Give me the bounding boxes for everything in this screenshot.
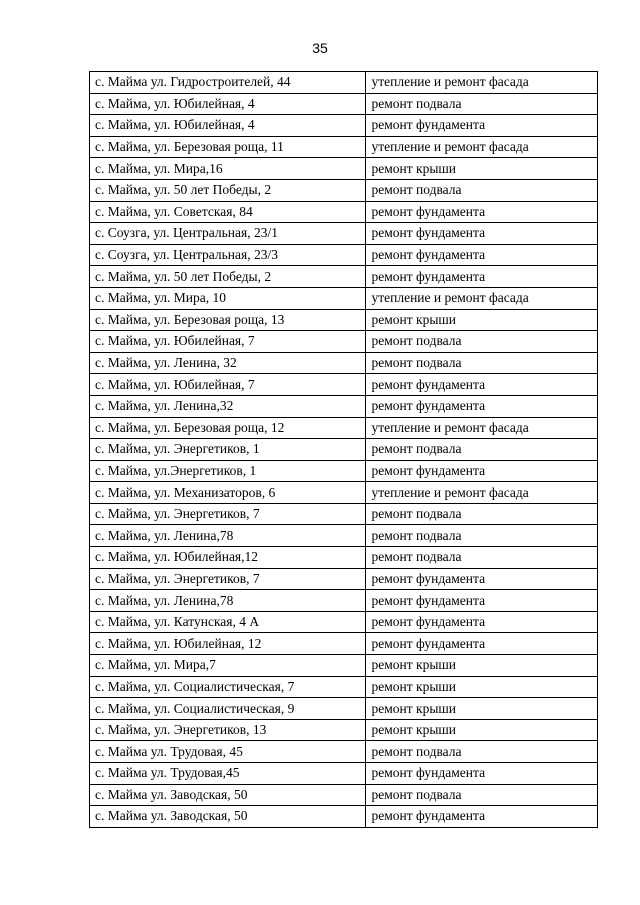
address-cell: с. Майма ул. Трудовая, 45: [90, 741, 366, 763]
address-cell: с. Майма, ул. Мира,16: [90, 158, 366, 180]
address-cell: с. Майма, ул. Социалистическая, 9: [90, 698, 366, 720]
work-type-cell: ремонт фундамента: [366, 201, 598, 223]
address-cell: с. Майма, ул. Березовая роща, 11: [90, 136, 366, 158]
address-cell: с. Майма, ул. Березовая роща, 12: [90, 417, 366, 439]
work-type-cell: утепление и ремонт фасада: [366, 482, 598, 504]
work-type-cell: ремонт подвала: [366, 547, 598, 569]
table-row: [90, 244, 598, 266]
address-cell: с. Майма, ул. Юбилейная, 12: [90, 633, 366, 655]
table-row: [90, 719, 598, 741]
table-row: [90, 266, 598, 288]
work-type-cell: ремонт фундамента: [366, 395, 598, 417]
table-row: [90, 93, 598, 115]
work-type-cell: ремонт фундамента: [366, 374, 598, 396]
address-cell: с. Майма, ул. Ленина, 32: [90, 352, 366, 374]
address-cell: с. Майма, ул. 50 лет Победы, 2: [90, 179, 366, 201]
work-type-cell: ремонт подвала: [366, 179, 598, 201]
work-type-cell: ремонт фундамента: [366, 633, 598, 655]
table-row: [90, 568, 598, 590]
table-row: [90, 417, 598, 439]
address-cell: с. Майма, ул. Механизаторов, 6: [90, 482, 366, 504]
table-row: [90, 374, 598, 396]
address-cell: с. Майма, ул. Советская, 84: [90, 201, 366, 223]
table-row: [90, 287, 598, 309]
works-table: [89, 71, 598, 828]
address-cell: с. Майма ул. Заводская, 50: [90, 784, 366, 806]
table-row: [90, 201, 598, 223]
address-cell: с. Майма, ул. Юбилейная, 7: [90, 374, 366, 396]
table-row: [90, 136, 598, 158]
address-cell: с. Майма, ул. Социалистическая, 7: [90, 676, 366, 698]
work-type-cell: ремонт крыши: [366, 698, 598, 720]
work-type-cell: ремонт подвала: [366, 93, 598, 115]
table-row: [90, 395, 598, 417]
work-type-cell: ремонт подвала: [366, 525, 598, 547]
address-cell: с. Майма, ул. Юбилейная, 4: [90, 93, 366, 115]
address-cell: с. Майма ул. Трудовая,45: [90, 763, 366, 785]
address-cell: с. Майма, ул. Энергетиков, 7: [90, 503, 366, 525]
table-row: [90, 547, 598, 569]
page-number: 35: [312, 40, 328, 56]
address-cell: с. Соузга, ул. Центральная, 23/3: [90, 244, 366, 266]
work-type-cell: утепление и ремонт фасада: [366, 287, 598, 309]
address-cell: с. Майма, ул. Мира,7: [90, 655, 366, 677]
table-row: [90, 482, 598, 504]
table-row: [90, 698, 598, 720]
work-type-cell: ремонт фундамента: [366, 763, 598, 785]
table-row: [90, 72, 598, 94]
table-row: [90, 179, 598, 201]
work-type-cell: ремонт подвала: [366, 784, 598, 806]
address-cell: с. Майма, ул. Ленина,78: [90, 590, 366, 612]
address-cell: с. Майма ул. Гидростроителей, 44: [90, 72, 366, 94]
address-cell: с. Майма, ул. Мира, 10: [90, 287, 366, 309]
table-row: [90, 763, 598, 785]
table-row: [90, 676, 598, 698]
work-type-cell: ремонт подвала: [366, 352, 598, 374]
table-row: [90, 503, 598, 525]
table-row: [90, 633, 598, 655]
work-type-cell: ремонт фундамента: [366, 244, 598, 266]
work-type-cell: ремонт подвала: [366, 439, 598, 461]
work-type-cell: ремонт крыши: [366, 309, 598, 331]
works-table-body: [90, 72, 598, 828]
address-cell: с. Майма, ул. Катунская, 4 А: [90, 611, 366, 633]
work-type-cell: ремонт подвала: [366, 503, 598, 525]
work-type-cell: утепление и ремонт фасада: [366, 72, 598, 94]
table-row: [90, 439, 598, 461]
work-type-cell: ремонт фундамента: [366, 590, 598, 612]
address-cell: с. Соузга, ул. Центральная, 23/1: [90, 223, 366, 245]
work-type-cell: ремонт фундамента: [366, 266, 598, 288]
address-cell: с. Майма, ул. Энергетиков, 1: [90, 439, 366, 461]
work-type-cell: ремонт фундамента: [366, 115, 598, 137]
table-row: [90, 309, 598, 331]
table-row: [90, 460, 598, 482]
work-type-cell: ремонт фундамента: [366, 223, 598, 245]
table-row: [90, 158, 598, 180]
address-cell: с. Майма, ул. Юбилейная, 4: [90, 115, 366, 137]
work-type-cell: ремонт фундамента: [366, 568, 598, 590]
work-type-cell: ремонт крыши: [366, 655, 598, 677]
address-cell: с. Майма, ул. Энергетиков, 7: [90, 568, 366, 590]
table-row: [90, 331, 598, 353]
work-type-cell: ремонт крыши: [366, 158, 598, 180]
work-type-cell: ремонт подвала: [366, 741, 598, 763]
table-row: [90, 784, 598, 806]
address-cell: с. Майма, ул. Ленина,78: [90, 525, 366, 547]
work-type-cell: ремонт подвала: [366, 331, 598, 353]
table-row: [90, 115, 598, 137]
address-cell: с. Майма, ул. Юбилейная, 7: [90, 331, 366, 353]
table-row: [90, 223, 598, 245]
table-row: [90, 741, 598, 763]
work-type-cell: ремонт фундамента: [366, 806, 598, 828]
table-row: [90, 806, 598, 828]
work-type-cell: ремонт крыши: [366, 719, 598, 741]
table-row: [90, 525, 598, 547]
address-cell: с. Майма, ул. Березовая роща, 13: [90, 309, 366, 331]
work-type-cell: утепление и ремонт фасада: [366, 417, 598, 439]
table-row: [90, 590, 598, 612]
address-cell: с. Майма, ул. Энергетиков, 13: [90, 719, 366, 741]
address-cell: с. Майма ул. Заводская, 50: [90, 806, 366, 828]
address-cell: с. Майма, ул. 50 лет Победы, 2: [90, 266, 366, 288]
table-row: [90, 352, 598, 374]
work-type-cell: ремонт фундамента: [366, 460, 598, 482]
table-row: [90, 655, 598, 677]
work-type-cell: ремонт фундамента: [366, 611, 598, 633]
work-type-cell: утепление и ремонт фасада: [366, 136, 598, 158]
address-cell: с. Майма, ул.Энергетиков, 1: [90, 460, 366, 482]
address-cell: с. Майма, ул. Ленина,32: [90, 395, 366, 417]
address-cell: с. Майма, ул. Юбилейная,12: [90, 547, 366, 569]
work-type-cell: ремонт крыши: [366, 676, 598, 698]
table-row: [90, 611, 598, 633]
